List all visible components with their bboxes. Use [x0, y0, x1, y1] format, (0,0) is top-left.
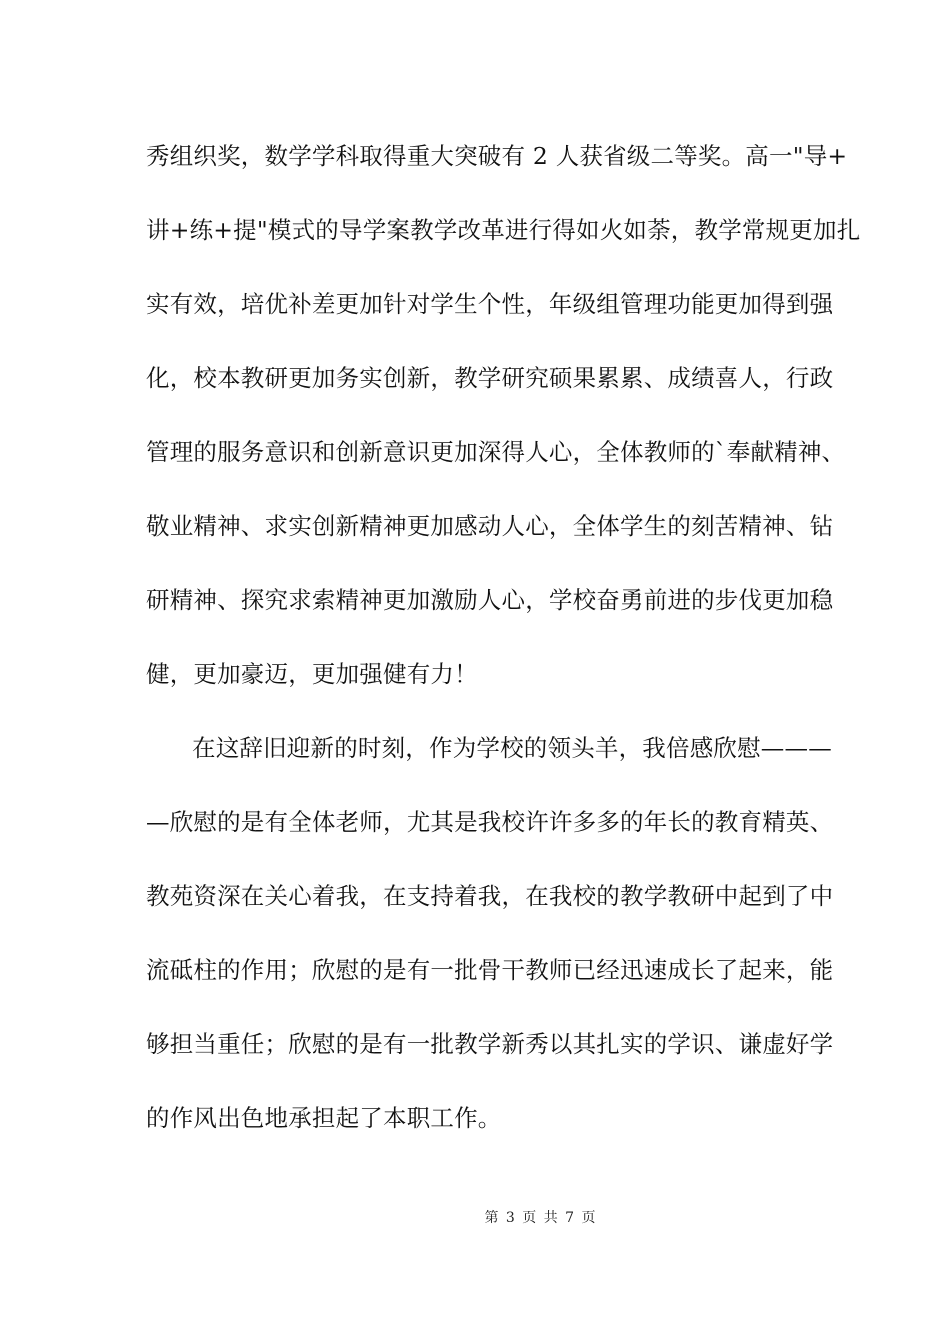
- text-line: 健，更加豪迈，更加强健有力！: [146, 660, 478, 688]
- document-body: [146, 132, 861, 1168]
- text-line: 研精神、探究求索精神更加激励人心，学校奋勇前进的步伐更加稳: [146, 586, 834, 614]
- text-line: 化，校本教研更加务实创新，教学研究硕果累累、成绩喜人，行政: [146, 364, 834, 392]
- text-line: —欣慰的是有全体老师，尤其是我校许许多多的年长的教育精英、: [146, 808, 834, 836]
- text-line: 敬业精神、求实创新精神更加感动人心，全体学生的刻苦精神、钻: [146, 512, 834, 540]
- text-line: 实有效，培优补差更加针对学生个性，年级组管理功能更加得到强: [146, 290, 834, 318]
- text-line: 秀组织奖，数学学科取得重大突破有 2 人获省级二等奖。高一"导+: [146, 142, 848, 170]
- text-line: 管理的服务意识和创新意识更加深得人心，全体教师的`奉献精神、: [146, 438, 846, 466]
- text-line: 教苑资深在关心着我，在支持着我，在我校的教学教研中起到了中: [146, 882, 834, 910]
- text-line: 讲+练+提"模式的导学案教学改革进行得如火如荼，教学常规更加扎: [146, 216, 861, 244]
- page-number: 第 3 页 共 7 页: [484, 1210, 596, 1226]
- text-line: 够担当重任；欣慰的是有一批教学新秀以其扎实的学识、谦虚好学: [146, 1030, 834, 1058]
- text-line: 流砥柱的作用；欣慰的是有一批骨干教师已经迅速成长了起来，能: [146, 956, 834, 984]
- text-line: 的作风出色地承担起了本职工作。: [146, 1104, 502, 1132]
- page-footer: [0, 1208, 950, 1228]
- paragraph-first-line: 在这辞旧迎新的时刻，作为学校的领头羊，我倍感欣慰———: [192, 734, 832, 762]
